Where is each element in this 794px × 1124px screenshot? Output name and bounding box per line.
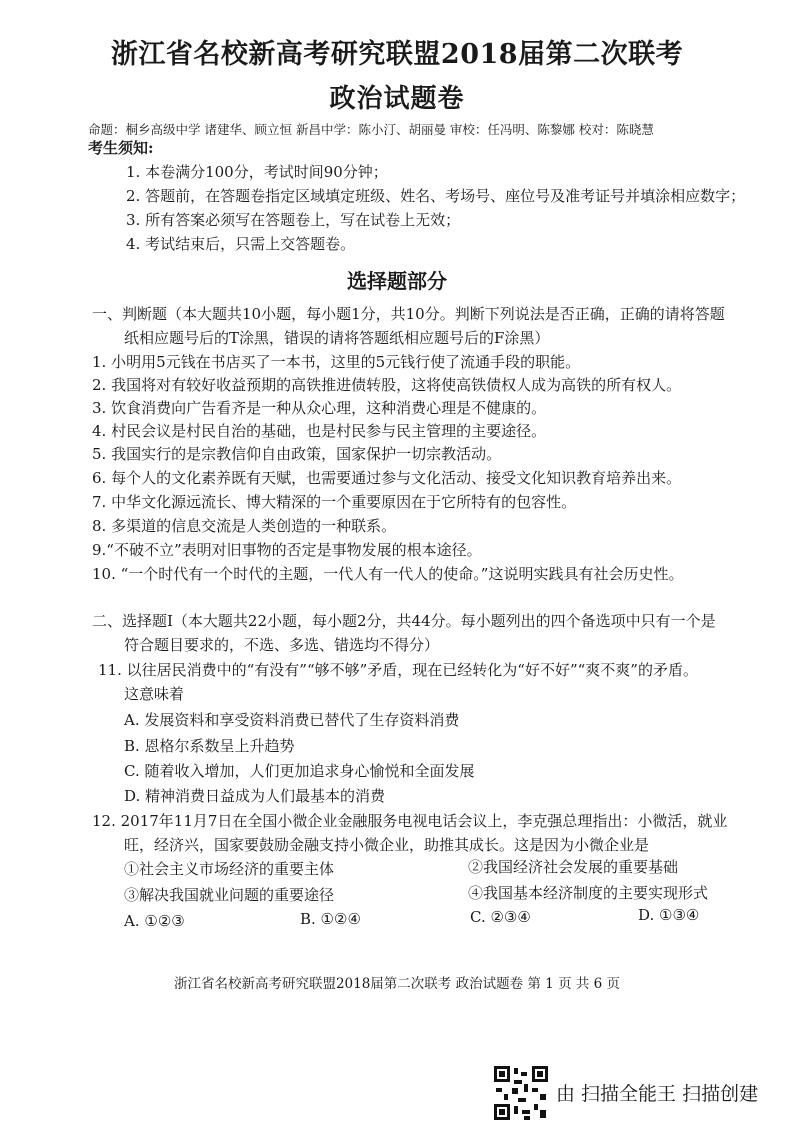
page-footer: 浙江省名校新高考研究联盟2018届第二次联考 政治试题卷 第 1 页 共 6 页 [173,976,621,992]
section-title: 选择题部分 [347,269,447,293]
judgement-question: 6. 每个人的文化素养既有天赋，也需要通过参与文化活动、接受文化知识教育培养出来。 [92,469,682,487]
statement-1: ①社会主义市场经济的重要主体 [124,860,335,878]
notice-item: 2. 答题前，在答题卷指定区域填定班级、姓名、考场号、座位号及准考证号并填涂相应数字； [126,187,746,205]
judgement-question: 9.“不破不立”表明对旧事物的否定是事物发展的根本途径。 [92,541,482,559]
judgement-question: 1. 小明用5元钱在书店买了一本书，这里的5元钱行使了流通手段的职能。 [92,353,581,371]
notice-item: 4. 考试结束后，只需上交答题卷。 [126,235,356,253]
qr-code-icon [494,1066,548,1120]
notice-item: 1. 本卷满分100分，考试时间90分钟； [126,163,388,181]
authors-line: 命题：桐乡高级中学 诸建华、顾立恒 新昌中学：陈小汀、胡丽曼 审校：任冯明、陈黎娜 校对：陈晓慧 [88,122,654,137]
exam-title: 浙江省名校新高考研究联盟2018届第二次联考 [110,39,684,70]
option-c: C. ②③④ [470,908,531,926]
judgement-question: 8. 多渠道的信息交流是人类创造的一种联系。 [92,517,397,535]
statement-4: ④我国基本经济制度的主要实现形式 [468,884,709,902]
question-12-cont: 旺，经济兴，国家要鼓励金融支持小微企业，助推其成长。这是因为小微企业是 [124,836,650,854]
option-a: A. 发展资料和享受资料消费已替代了生存资料消费 [124,711,460,729]
option-d: D. 精神消费日益成为人们最基本的消费 [124,787,386,805]
part1-heading: 一、判断题（本大题共10小题，每小题1分，共10分。判断下列说法是否正确，正确的请将答题 [92,305,725,323]
scanner-watermark: 由 扫描全能王 扫描创建 [556,1083,759,1105]
part1-heading-cont: 纸相应题号后的T涂黑，错误的请将答题纸相应题号后的F涂黑） [124,329,550,347]
judgement-question: 5. 我国实行的是宗教信仰自由政策，国家保护一切宗教活动。 [92,445,502,463]
question-11: 11. 以往居民消费中的“有没有”“够不够”矛盾，现在已经转化为“好不好”“爽不爽”的矛盾。 [98,661,698,679]
statement-3: ③解决我国就业问题的重要途径 [124,886,335,904]
part2-heading-cont: 符合题目要求的，不选、多选、错选均不得分） [124,636,440,654]
option-c: C. 随着收入增加，人们更加追求身心愉悦和全面发展 [124,762,475,780]
option-b: B. 恩格尔系数呈上升趋势 [124,737,295,755]
option-d: D. ①③④ [638,906,700,924]
judgement-question: 3. 饮食消费向广告看齐是一种从众心理，这种消费心理是不健康的。 [92,399,547,417]
part2-heading: 二、选择题Ⅰ（本大题共22小题，每小题2分，共44分。每小题列出的四个备选项中只有一个是 [92,612,716,630]
judgement-question: 4. 村民会议是村民自治的基础，也是村民参与民主管理的主要途径。 [92,422,547,440]
judgement-question: 10. “一个时代有一个时代的主题，一代人有一代人的使命。”这说明实践具有社会历史性。 [92,565,684,583]
exam-subtitle: 政治试题卷 [329,84,465,114]
judgement-question: 2. 我国将对有较好收益预期的高铁推进债转股，这将使高铁债权人成为高铁的所有权人。 [92,376,682,394]
judgement-question: 7. 中华文化源远流长、博大精深的一个重要原因在于它所特有的包容性。 [92,493,577,511]
question-12: 12. 2017年11月7日在全国小微企业金融服务电视电话会议上，李克强总理指出：小微活，就业 [92,812,728,830]
option-a: A. ①②③ [124,912,185,930]
option-b: B. ①②④ [300,910,361,928]
question-11-cont: 这意味着 [124,685,185,703]
statement-2: ②我国经济社会发展的重要基础 [468,858,679,876]
notice-heading: 考生须知: [88,139,154,157]
notice-item: 3. 所有答案必须写在答题卷上，写在试卷上无效； [126,211,461,229]
